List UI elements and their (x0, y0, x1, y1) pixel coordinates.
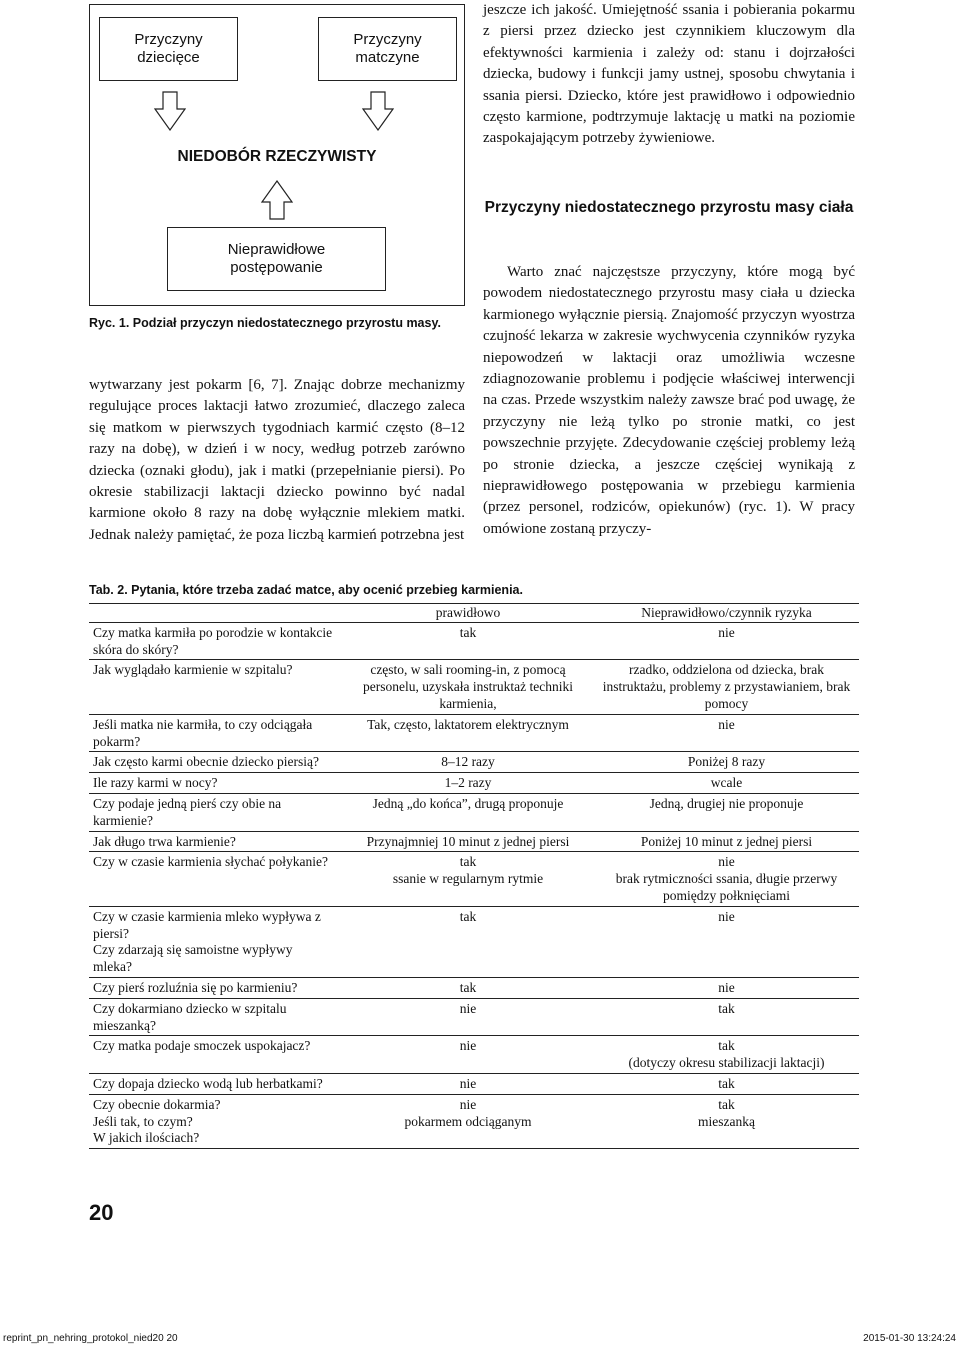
table-row (89, 977, 859, 998)
questions-table (89, 603, 859, 1149)
risk-cell: Poniżej 10 minut z jednej piersi (594, 831, 859, 852)
figure-diagram (89, 4, 465, 306)
box-wrong-behaviour: Nieprawidłowe postępowanie (167, 227, 386, 291)
page-number: 20 (89, 1200, 114, 1225)
right-paragraph: Warto znać najczęstsze przyczyny, które mogą być powodem niedostatecznego przyrostu masy ciała u dziecka karmionego wyłącznie piersią. Znajomość przyczyn wyostrza czujność lekarza w zakresie wychwycenia czynników ryzyka niepowodzeń w laktacji oraz umożliwia wczesne zdiagnozowanie problemu i podjęcie właściwej interwencji na czas. Przede wszystkim należy zawsze brać pod uwagę, że przyczyny nie leżą tylko po stronie matki, co jest powszechnie przyjęte. Zdecydowanie częściej problemy leżą po stronie dziecka, a jeszcze częściej wynikają z nieprawidłowego postępowania w przebiegu karmienia (przez personel, rodziców, opiekunów) (ryc. 1). W pracy omówione zostaną przyczy- (483, 264, 855, 537)
left-paragraph: wytwarzany jest pokarm [6, 7]. Znając dobrze mechanizmy regulujące proces laktacji łatwo zrozumieć, dlaczego zaleca się matkom w pierwszych tygodniach karmić często (8–12 razy na dobę), w dzień i w nocy, według potrzeb zarówno dziecka (oznaki głodu), jak i matki (przepełnianie piersi). Po okresie stabilizacji laktacji dziecko powinno być nadal karmione około 8 razy na dobę wyłącznie mlekiem matki. Jednak należy pamiętać, że poza liczbą karmień potrzebna jest (89, 377, 465, 543)
question-cell: Czy w czasie karmienia mleko wypływa z piersi? Czy zdarzają się samoistne wypływy mleka? (89, 906, 342, 977)
box-child-causes: Przyczyny dziecięce (99, 17, 238, 81)
table-row (89, 852, 859, 906)
box-mother-causes: Przyczyny matczyne (318, 17, 457, 81)
correct-cell: często, w sali rooming-in, z pomocą personelu, uzyskała instruktaż techniki karmienia, (342, 660, 594, 714)
table-row (89, 752, 859, 773)
question-cell: Czy dokarmiano dziecko w szpitalu mieszanką? (89, 998, 342, 1036)
correct-cell: nie (342, 998, 594, 1036)
question-cell: Czy pierś rozluźnia się po karmieniu? (89, 977, 342, 998)
correct-cell: tak (342, 906, 594, 977)
correct-cell: tak (342, 977, 594, 998)
risk-cell: Poniżej 8 razy (594, 752, 859, 773)
question-cell: Czy matka podaje smoczek uspokajacz? (89, 1036, 342, 1074)
footer-timestamp: 2015-01-30 13:24:24 (863, 1333, 956, 1344)
question-cell: Czy matka karmiła po porodzie w kontakcie skóra do skóry? (89, 622, 342, 660)
figure-center-label: NIEDOBÓR RZECZYWISTY (177, 148, 377, 165)
question-cell: Jak często karmi obecnie dziecko piersią? (89, 752, 342, 773)
question-cell: Czy podaje jedną pierś czy obie na karmienie? (89, 793, 342, 831)
table-row (89, 773, 859, 794)
correct-cell: Jedną „do końca”, drugą proponuje (342, 793, 594, 831)
table-row (89, 906, 859, 977)
question-cell: Czy dopaja dziecko wodą lub herbatkami? (89, 1073, 342, 1094)
correct-cell: 1–2 razy (342, 773, 594, 794)
arrow-down-icon (154, 91, 186, 131)
risk-cell: tak mieszanką (594, 1094, 859, 1148)
table-row (89, 1073, 859, 1094)
question-cell: Ile razy karmi w nocy? (89, 773, 342, 794)
table-header-cell: Nieprawidłowo/czynnik ryzyka (594, 604, 859, 623)
arrow-down-icon (362, 91, 394, 131)
risk-cell: nie (594, 906, 859, 977)
question-cell: Czy w czasie karmienia słychać połykanie? (89, 852, 342, 906)
top-right-paragraph: jeszcze ich jakość. Umiejętność ssania i pobierania pokarmu z piersi przez dziecko jest czynnikiem kluczowym dla efektywności karmienia i zależy od: stanu i dojrzałości dziecka, budowy i funkcji jamy ustnej, sposobu chwytania i ssania piersi. Dziecko, które jest prawidłowo i odpowiednio często karmione, podtrzymuje laktację u matki na poziomie zaspokajającym potrzeby żywieniowe. (483, 2, 855, 147)
table-row (89, 1094, 859, 1148)
figure-caption: Ryc. 1. Podział przyczyn niedostatecznego przyrostu masy. (89, 316, 441, 330)
correct-cell: nie (342, 1036, 594, 1074)
risk-cell: tak (594, 998, 859, 1036)
table-row (89, 998, 859, 1036)
risk-cell: tak (594, 1073, 859, 1094)
footer-file-info: reprint_pn_nehring_protokol_nied20 20 (3, 1333, 178, 1344)
table-row (89, 793, 859, 831)
table-row (89, 622, 859, 660)
table-row (89, 660, 859, 714)
correct-cell: nie pokarmem odciąganym (342, 1094, 594, 1148)
correct-cell: 8–12 razy (342, 752, 594, 773)
table-row (89, 714, 859, 752)
table-row (89, 831, 859, 852)
risk-cell: nie (594, 622, 859, 660)
risk-cell: wcale (594, 773, 859, 794)
correct-cell: Tak, często, laktatorem elektrycznym (342, 714, 594, 752)
table-header-row (89, 604, 859, 623)
question-cell: Jak długo trwa karmienie? (89, 831, 342, 852)
question-cell: Jak wyglądało karmienie w szpitalu? (89, 660, 342, 714)
arrow-up-icon (261, 180, 293, 220)
section-heading: Przyczyny niedostatecznego przyrostu masy ciała (484, 199, 854, 216)
correct-cell: tak ssanie w regularnym rytmie (342, 852, 594, 906)
table-header-cell: prawidłowo (342, 604, 594, 623)
risk-cell: Jedną, drugiej nie proponuje (594, 793, 859, 831)
correct-cell: Przynajmniej 10 minut z jednej piersi (342, 831, 594, 852)
risk-cell: rzadko, oddzielona od dziecka, brak instruktażu, problemy z przystawianiem, brak pomocy (594, 660, 859, 714)
table-caption: Tab. 2. Pytania, które trzeba zadać matce, aby ocenić przebieg karmienia. (89, 583, 523, 597)
correct-cell: nie (342, 1073, 594, 1094)
risk-cell: nie brak rytmiczności ssania, długie przerwy pomiędzy połknięciami (594, 852, 859, 906)
risk-cell: tak (dotyczy okresu stabilizacji laktacji) (594, 1036, 859, 1074)
correct-cell: tak (342, 622, 594, 660)
table-header-cell (89, 604, 342, 623)
risk-cell: nie (594, 977, 859, 998)
risk-cell: nie (594, 714, 859, 752)
question-cell: Czy obecnie dokarmia? Jeśli tak, to czym? W jakich ilościach? (89, 1094, 342, 1148)
table-row (89, 1036, 859, 1074)
question-cell: Jeśli matka nie karmiła, to czy odciągała pokarm? (89, 714, 342, 752)
